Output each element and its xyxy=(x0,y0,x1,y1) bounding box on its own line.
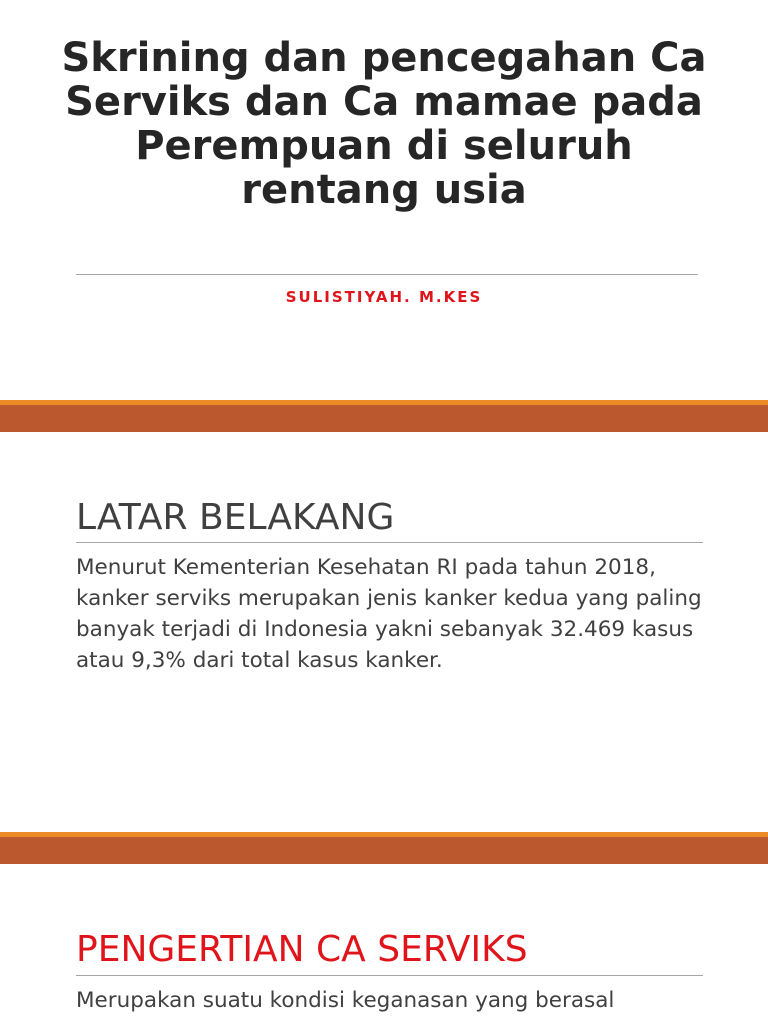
section-heading-pengertian: PENGERTIAN CA SERVIKS xyxy=(76,929,528,970)
heading-divider xyxy=(76,975,703,976)
section-body-pengertian: Merupakan suatu kondisi keganasan yang berasal xyxy=(76,988,615,1013)
slide-separator xyxy=(0,832,768,864)
heading-divider xyxy=(76,542,703,543)
title-divider xyxy=(76,274,698,275)
section-heading-latar-belakang: LATAR BELAKANG xyxy=(76,497,395,538)
slide-pengertian xyxy=(0,864,768,1024)
author-name: SULISTIYAH. M.KES xyxy=(285,288,483,306)
section-body-latar-belakang: Menurut Kementerian Kesehatan RI pada tahun 2018, kanker serviks merupakan jenis kanker kedua yang paling banyak terjadi di Indonesia yakni sebanyak 32.469 kasus atau 9,3% dari total kasus kanker. xyxy=(76,555,702,673)
slide-title xyxy=(0,0,768,400)
slide-separator xyxy=(0,400,768,432)
presentation-title: Skrining dan pencegahan Ca Serviks dan Ca mamae pada Perempuan di seluruh rentang usia xyxy=(61,35,707,213)
slide-latar-belakang xyxy=(0,432,768,832)
